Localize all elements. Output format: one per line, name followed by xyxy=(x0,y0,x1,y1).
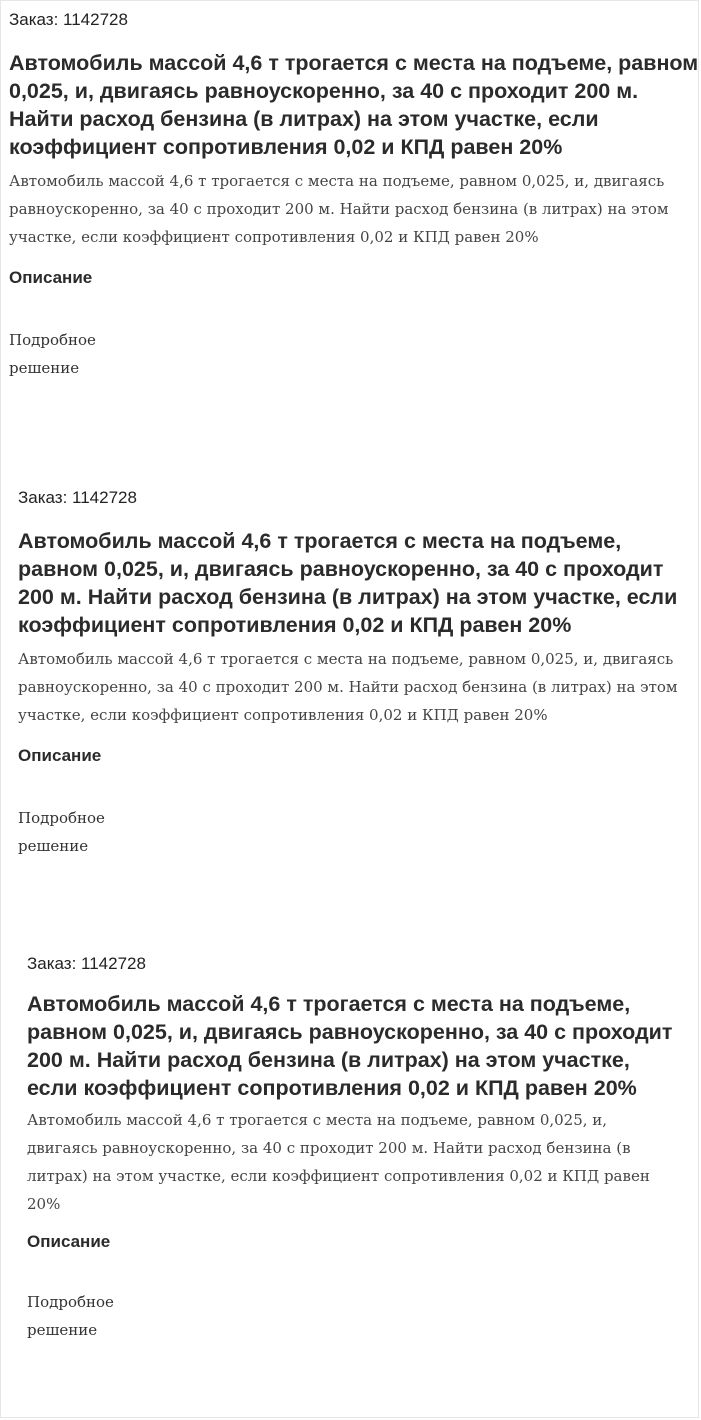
order-card xyxy=(9,8,699,382)
problem-description: Автомобиль массой 4,6 т трогается с места на подъеме, равном 0,025, и, двигаясь равноускоренно, за 40 с проходит 200 м. Найти расход бензина (в литрах) на этом участке, если коэффициент сопротивления 0,02 и КПД равен 20% xyxy=(9,172,669,246)
problem-title[interactable]: Автомобиль массой 4,6 т трогается с места на подъеме, равном 0,025, и, двигаясь равноускоренно, за 40 с проходит 200 м. Найти расход бензина (в литрах) на этом участке, если коэффициент сопротивления 0,02 и КПД равен 20% xyxy=(9,51,699,159)
order-card xyxy=(27,952,681,1344)
detailed-solution-link[interactable]: Подробное решение xyxy=(9,331,96,377)
description-heading: Описание xyxy=(9,268,93,287)
detailed-solution-link[interactable]: Подробное решение xyxy=(18,809,105,855)
order-number: Заказ: 1142728 xyxy=(9,10,128,29)
problem-title[interactable]: Автомобиль массой 4,6 т трогается с места на подъеме, равном 0,025, и, двигаясь равноускоренно, за 40 с проходит 200 м. Найти расход бензина (в литрах) на этом участке, если коэффициент сопротивления 0,02 и КПД равен 20% xyxy=(18,529,678,637)
problem-description: Автомобиль массой 4,6 т трогается с места на подъеме, равном 0,025, и, двигаясь равноускоренно, за 40 с проходит 200 м. Найти расход бензина (в литрах) на этом участке, если коэффициент сопротивления 0,02 и КПД равен 20% xyxy=(18,650,678,724)
order-number: Заказ: 1142728 xyxy=(18,488,137,507)
description-heading: Описание xyxy=(18,746,102,765)
problem-description: Автомобиль массой 4,6 т трогается с места на подъеме, равном 0,025, и, двигаясь равноускоренно, за 40 с проходит 200 м. Найти расход бензина (в литрах) на этом участке, если коэффициент сопротивления 0,02 и КПД равен 20% xyxy=(27,1111,650,1213)
description-heading: Описание xyxy=(27,1232,111,1251)
detailed-solution-link[interactable]: Подробное решение xyxy=(27,1293,114,1339)
order-number: Заказ: 1142728 xyxy=(27,954,146,973)
order-card xyxy=(18,486,690,860)
problem-title[interactable]: Автомобиль массой 4,6 т трогается с места на подъеме, равном 0,025, и, двигаясь равноускоренно, за 40 с проходит 200 м. Найти расход бензина (в литрах) на этом участке, если коэффициент сопротивления 0,02 и КПД равен 20% xyxy=(27,992,673,1100)
